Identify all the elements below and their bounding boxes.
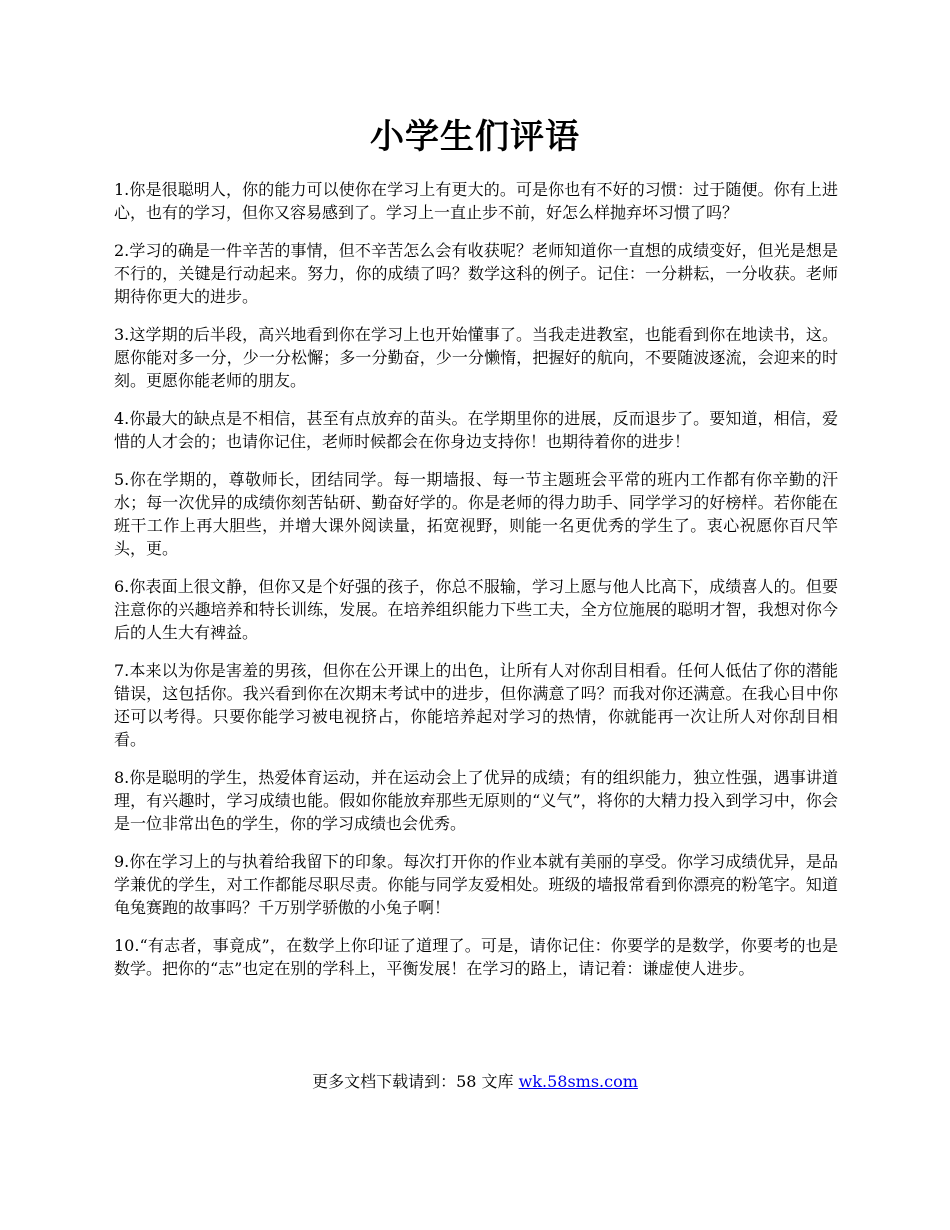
paragraph-4: 4.你最大的缺点是不相信，甚至有点放弃的苗头。在学期里你的进展，反而退步了。要知道，相信，爱惜的人才会的；也请你记住，老师时候都会在你身边支持你！也期待着你的进步！ (114, 409, 838, 451)
paragraph-1: 1.你是很聪明人，你的能力可以使你在学习上有更大的。可是你也有不好的习惯：过于随便。你有上进心，也有的学习，但你又容易感到了。学习上一直止步不前，好怎么样抛弃坏习惯了吗？ (114, 180, 838, 222)
paragraph-8: 8.你是聪明的学生，热爱体育运动，并在运动会上了优异的成绩；有的组织能力，独立性强，遇事讲道理，有兴趣时，学习成绩也能。假如你能放弃那些无原则的“义气”，将你的大精力投入到学习中，你会是一位非常出色的学生，你的学习成绩也会优秀。 (114, 768, 838, 833)
footer (0, 1070, 950, 1094)
paragraph-5: 5.你在学期的，尊敬师长，团结同学。每一期墙报、每一节主题班会平常的班内工作都有你辛勤的汗水；每一次优异的成绩你刻苦钻研、勤奋好学的。你是老师的得力助手、同学学习的好榜样。若你能在班干工作上再大胆些，并增大课外阅读量，拓宽视野，则能一名更优秀的学生了。衷心祝愿你百尺竿头，更。 (114, 470, 838, 558)
paragraph-2: 2.学习的确是一件辛苦的事情，但不辛苦怎么会有收获呢？老师知道你一直想的成绩变好，但光是想是不行的，关键是行动起来。努力，你的成绩了吗？数学这科的例子。记住：一分耕耘，一分收获。老师期待你更大的进步。 (114, 241, 838, 306)
paragraph-3: 3.这学期的后半段，高兴地看到你在学习上也开始懂事了。当我走进教室，也能看到你在地读书，这。愿你能对多一分，少一分松懈；多一分勤奋，少一分懒惰，把握好的航向，不要随波逐流，会迎来的时刻。更愿你能老师的朋友。 (114, 325, 838, 390)
footer-text: 更多文档下载请到：58 文库 (312, 1072, 519, 1091)
document-body (114, 178, 838, 995)
paragraph-10: 10.“有志者，事竟成”，在数学上你印证了道理了。可是，请你记住：你要学的是数学，你要考的也是数学。把你的“志”也定在别的学科上，平衡发展！在学习的路上，请记着：谦虚使人进步。 (114, 936, 838, 978)
paragraph-9: 9.你在学习上的与执着给我留下的印象。每次打开你的作业本就有美丽的享受。你学习成绩优异，是品学兼优的学生，对工作都能尽职尽责。你能与同学友爱相处。班级的墙报常看到你漂亮的粉笔字。知道龟兔赛跑的故事吗？千万别学骄傲的小兔子啊！ (114, 852, 838, 917)
page-title: 小学生们评语 (370, 117, 580, 157)
paragraph-7: 7.本来以为你是害羞的男孩，但你在公开课上的出色，让所有人对你刮目相看。任何人低估了你的潜能错误，这包括你。我兴看到你在次期末考试中的进步，但你满意了吗？而我对你还满意。在我心目中你还可以考得。只要你能学习被电视挤占，你能培养起对学习的热情，你就能再一次让所人对你刮目相看。 (114, 661, 838, 749)
footer-link[interactable]: wk.58sms.com (518, 1072, 638, 1091)
paragraph-6: 6.你表面上很文静，但你又是个好强的孩子，你总不服输，学习上愿与他人比高下，成绩喜人的。但要注意你的兴趣培养和特长训练，发展。在培养组织能力下些工夫，全方位施展的聪明才智，我想对你今后的人生大有裨益。 (114, 577, 838, 642)
